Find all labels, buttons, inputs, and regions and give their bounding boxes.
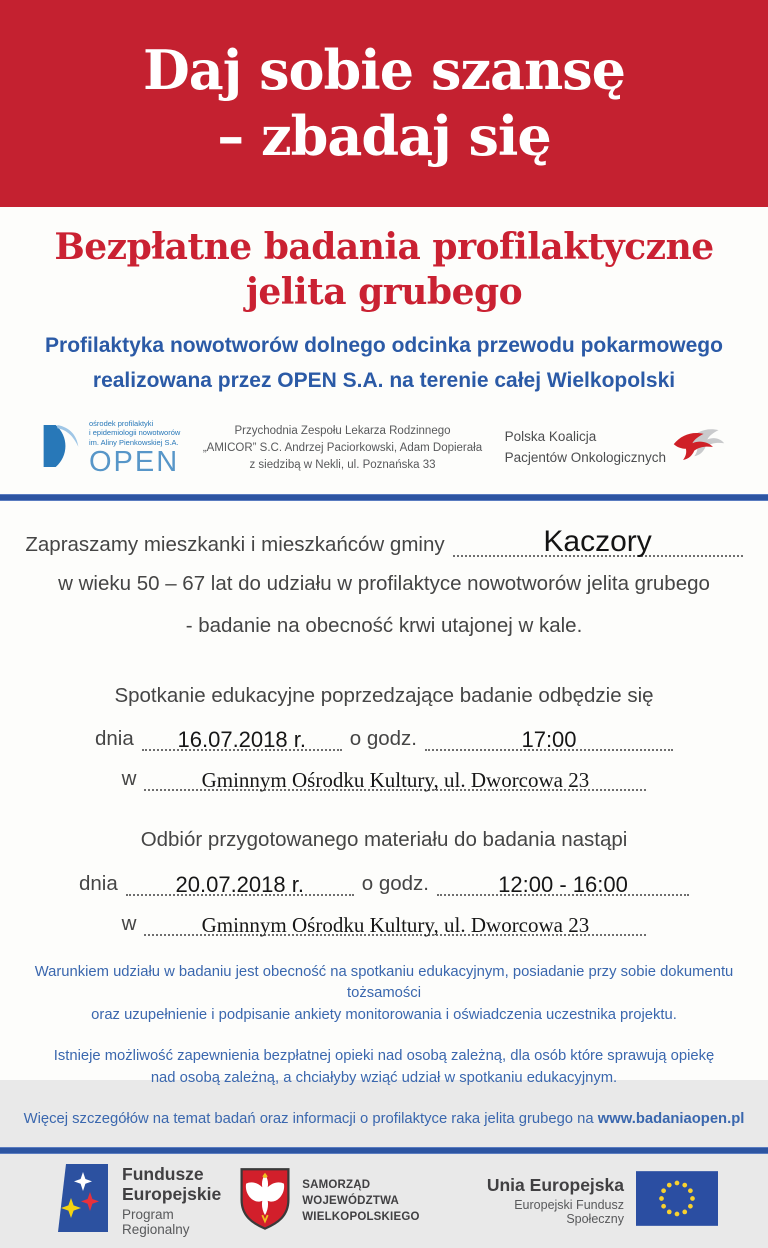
open-logo-icon: [42, 419, 84, 478]
meeting-place-row: [0, 764, 768, 791]
page-subtitle: [0, 329, 768, 398]
meeting-time-blank: [425, 723, 673, 751]
website-url: www.badaniaopen.pl: [597, 1111, 745, 1128]
meeting-place-label: w: [121, 767, 137, 791]
pickup-date-blank: [126, 868, 354, 896]
page-subtitle-line1: Profilaktyka nowotworów dolnego odcinka przewodu pokarmowego: [45, 334, 723, 357]
meeting-date-label: dnia: [94, 727, 134, 751]
page-title-line1: Bezpłatne badania profilaktyczne: [54, 226, 714, 268]
note-more-info-text: Więcej szczegółów na temat badań oraz informacji o profilaktyce raka jelita grubego na: [23, 1111, 598, 1128]
clinic-info-line1: Przychodnia Zespołu Lekarza Rodzinnego: [234, 425, 451, 438]
eu-label-line1: Unia Europejska: [486, 1175, 624, 1196]
clinic-info-line3: z siedzibą w Nekli, ul. Poznańska 33: [249, 458, 436, 471]
open-logo-smalltext-line2: i epidemiologii nowotworów: [89, 428, 181, 438]
gmina-label: Zapraszamy mieszkanki i mieszkańców gminy: [25, 533, 445, 557]
note-care-line2: nad osobą zależną, a chciałyby wziąć udział w spotkaniu edukacyjnym.: [150, 1069, 618, 1086]
notes-section: [0, 962, 768, 1131]
divider-bar-bottom: [0, 1147, 768, 1154]
partner-logos-row: [0, 412, 768, 484]
divider-bar-top: [0, 494, 768, 501]
open-logo: [42, 419, 180, 478]
pickup-date-label: dnia: [78, 871, 118, 895]
invitation-line2: w wieku 50 – 67 lat do udziału w profilaktyce nowotworów jelita grubego: [58, 572, 710, 596]
pickup-title: Odbiór przygotowanego materiału do badania nastąpi: [140, 828, 628, 852]
note-care-line1: Istnieje możliwość zapewnienia bezpłatnej opieki nad osobą zależną, dla osób które sprawują opiekę: [53, 1048, 715, 1065]
coalition-name-line1: Polska Koalicja: [504, 429, 597, 445]
banner: [0, 0, 768, 207]
meeting-date-row: [0, 723, 768, 751]
gmina-blank-field: [453, 521, 743, 557]
clinic-info: [203, 423, 482, 473]
samorzad-logo: [238, 1164, 462, 1237]
eu-flag-icon: [636, 1171, 718, 1231]
wielkopolska-crest-icon: [238, 1164, 292, 1237]
pickup-time-blank: [437, 868, 689, 896]
note-conditions: [0, 962, 768, 1026]
pickup-place-row: [0, 909, 768, 936]
note-care: [0, 1046, 768, 1089]
open-logo-wordmark: OPEN: [89, 445, 180, 478]
pickup-time-label: o godz.: [361, 871, 429, 895]
meeting-place-value: Gminnym Ośrodku Kultury, ul. Dworcowa 23: [201, 768, 590, 793]
page-title-line2: jelita grubego: [245, 271, 523, 313]
page-title: [0, 225, 768, 315]
open-logo-smalltext-line1: ośrodek profilaktyki: [89, 418, 154, 428]
eu-funds-label-line2: Europejskie: [122, 1184, 222, 1205]
footer-logos: [0, 1154, 768, 1248]
meeting-time-value: 17:00: [521, 727, 577, 753]
meeting-date-blank: [142, 723, 342, 751]
invitation-section: [0, 501, 768, 936]
gmina-value: Kaczory: [543, 525, 652, 559]
note-conditions-line1: Warunkiem udziału w badaniu jest obecność na spotkaniu edukacyjnym, posiadanie przy sobie dokumentu tożsamości: [34, 963, 734, 1002]
meeting-time-label: o godz.: [349, 727, 417, 751]
page-subtitle-line2: realizowana przez OPEN S.A. na terenie całej Wielkopolski: [92, 368, 676, 392]
eu-label-line2: Europejski Fundusz Społeczny: [514, 1198, 624, 1227]
coalition-name-line2: Pacjentów Onkologicznych: [504, 450, 666, 466]
banner-title-line2: – zbadaj się: [217, 103, 551, 168]
pickup-date-value: 20.07.2018 r.: [175, 871, 304, 897]
pickup-time-value: 12:00 - 16:00: [498, 871, 628, 897]
samorzad-label-line1: SAMORZĄD WOJEWÓDZTWA: [302, 1178, 399, 1207]
meeting-title: Spotkanie edukacyjne poprzedzające badanie odbędzie się: [114, 683, 654, 707]
eu-logo: [462, 1171, 718, 1231]
eu-funds-flag-icon: [50, 1160, 110, 1241]
banner-title-line1: Daj sobie szansę: [142, 37, 626, 102]
eu-funds-logo: [50, 1160, 238, 1241]
note-more-info: [0, 1109, 768, 1130]
heading-block: [0, 225, 768, 398]
note-conditions-line2: oraz uzupełnienie i podpisanie ankiety monitorowania i oświadczenia uczestnika projektu.: [91, 1006, 677, 1023]
invitation-line3: - badanie na obecność krwi utajonej w kale.: [185, 613, 583, 637]
meeting-place-blank: [144, 764, 646, 791]
meeting-date-value: 16.07.2018 r.: [177, 727, 306, 753]
open-logo-smalltext-line3: im. Aliny Pienkowskiej S.A.: [89, 437, 179, 447]
eu-funds-label-line3: Program Regionalny: [122, 1207, 190, 1238]
samorzad-label-line2: WIELKOPOLSKIEGO: [302, 1210, 420, 1223]
gmina-row: [0, 521, 768, 557]
coalition-logo: [505, 426, 726, 471]
pickup-place-label: w: [121, 911, 137, 935]
pickup-place-blank: [144, 909, 646, 936]
pickup-date-row: [0, 868, 768, 896]
clinic-info-line2: „AMICOR” S.C. Andrzej Paciorkowski, Adam Dopierała: [202, 441, 483, 454]
eu-funds-label-line1: Fundusze: [122, 1164, 204, 1185]
swallow-birds-icon: [670, 426, 726, 471]
pickup-place-value: Gminnym Ośrodku Kultury, ul. Dworcowa 23: [201, 912, 590, 937]
